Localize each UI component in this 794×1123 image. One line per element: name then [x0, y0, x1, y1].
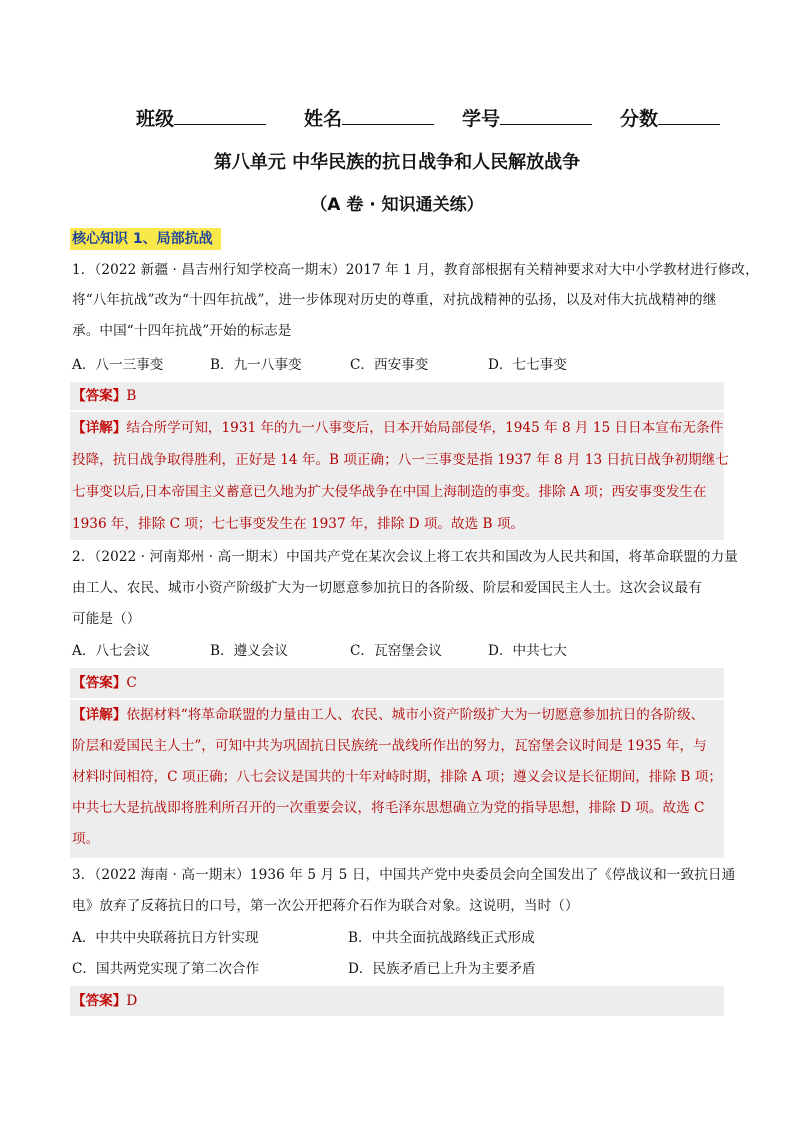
answer-label: 【答案】 — [72, 993, 127, 1009]
student-id-blank[interactable] — [500, 104, 592, 125]
q1-answer-box — [70, 382, 724, 410]
answer-value: D — [126, 993, 138, 1009]
q2-detail-line: 中共七大是抗战即将胜利所召开的一次重要会议，将毛泽东思想确立为党的指导思想，排除 D 项。故选 C — [72, 800, 705, 816]
q3-option-a[interactable]: A．中共中央联蒋抗日方针实现 — [72, 930, 259, 946]
q2-option-c[interactable]: C．瓦窑堡会议 — [350, 643, 442, 659]
q1-detail-line: 七事变以后,日本帝国主义蓄意已久地为扩大侵华战争在中国上海制造的事变。排除 A 项；西安事变发生在 — [72, 484, 707, 500]
q3-answer — [72, 991, 137, 1011]
q1-stem-line: 承。中国“十四年抗战”开始的标志是 — [72, 323, 292, 339]
q1-detail-line: 1936 年，排除 C 项；七七事变发生在 1937 年，排除 D 项。故选 B 项。 — [72, 516, 525, 532]
section-badge: 核心知识 1、局部抗战 — [70, 228, 221, 250]
detail-text: 依据材料“将革命联盟的力量由工人、农民、城市小资产阶级扩大为一切愿意参加抗日的各阶级、 — [126, 707, 705, 723]
q2-detail-line: 材料时间相符，C 项正确；八七会议是国共的十年对峙时期，排除 A 项；遵义会议是长征期间，排除 B 项； — [72, 769, 722, 785]
answer-value: B — [126, 388, 137, 404]
q2-stem-line: 可能是（） — [72, 611, 141, 627]
q3-stem-line: 3．（2022 海南 · 高一期末）1936 年 5 月 5 日，中国共产党中央委员会向全国发出了《停战议和一致抗日通 — [72, 867, 736, 883]
q1-stem-line: 将“八年抗战”改为“十四年抗战”，进一步体现对历史的尊重，对抗战精神的弘扬，以及对伟大抗战精神的继 — [72, 292, 717, 308]
score-blank[interactable] — [658, 104, 720, 125]
unit-title: 第八单元 中华民族的抗日战争和人民解放战争 — [213, 152, 581, 173]
class-label: 班级 — [136, 108, 175, 130]
name-label: 姓名 — [304, 108, 343, 130]
q2-detail-line — [72, 705, 704, 725]
q2-stem-line: 由工人、农民、城市小资产阶级扩大为一切愿意参加抗日的各阶级、阶层和爱国民主人士。这次会议最有 — [72, 580, 702, 596]
q1-stem-line: 1．（2022 新疆 · 昌吉州行知学校高一期末）2017 年 1 月，教育部根据有关精神要求对大中小学教材进行修改， — [72, 262, 759, 278]
q3-option-b[interactable]: B．中共全面抗战路线正式形成 — [348, 930, 535, 946]
detail-label: 【详解】 — [72, 707, 127, 723]
q3-option-d[interactable]: D．民族矛盾已上升为主要矛盾 — [348, 961, 536, 977]
q3-answer-box — [70, 986, 724, 1016]
score-label: 分数 — [620, 108, 659, 130]
q1-option-b[interactable]: B．九一八事变 — [210, 357, 302, 373]
q1-answer — [72, 386, 136, 406]
q2-answer — [72, 673, 137, 693]
detail-text: 结合所学可知，1931 年的九一八事变后，日本开始局部侵华，1945 年 8 月 15 日日本宣布无条件 — [126, 420, 724, 436]
class-blank[interactable] — [174, 104, 266, 125]
q2-answer-box — [70, 668, 724, 698]
class-field — [136, 104, 266, 131]
student-info-header — [136, 104, 736, 132]
student-id-field — [462, 104, 592, 131]
student-id-label: 学号 — [462, 108, 501, 130]
q3-option-c[interactable]: C．国共两党实现了第二次合作 — [72, 961, 260, 977]
q2-option-d[interactable]: D．中共七大 — [488, 643, 567, 659]
unit-subtitle: （A 卷 · 知识通关练） — [310, 195, 484, 215]
q2-detail-line: 项。 — [72, 831, 100, 847]
q2-option-b[interactable]: B．遵义会议 — [210, 643, 288, 659]
detail-label: 【详解】 — [72, 420, 127, 436]
q2-detail-line: 阶层和爱国民主人士”，可知中共为巩固抗日民族统一战线所作出的努力，瓦窑堡会议时间是 1935 年，与 — [72, 738, 707, 754]
answer-label: 【答案】 — [72, 675, 127, 691]
score-field — [620, 104, 720, 131]
q1-option-a[interactable]: A．八一三事变 — [72, 357, 164, 373]
q1-detail-line: 投降，抗日战争取得胜利，正好是 14 年。B 项正确；八一三事变是指 1937 年 8 月 13 日抗日战争初期继七 — [72, 452, 729, 468]
q2-stem-line: 2．（2022 · 河南郑州 · 高一期末）中国共产党在某次会议上将工农共和国改为人民共和国，将革命联盟的力量 — [72, 549, 738, 565]
q1-detail-line — [72, 418, 723, 438]
q2-option-a[interactable]: A．八七会议 — [72, 643, 150, 659]
q1-option-c[interactable]: C．西安事变 — [350, 357, 429, 373]
q3-stem-line: 电》放弃了反蒋抗日的口号，第一次公开把蒋介石作为联合对象。这说明，当时（） — [72, 898, 579, 914]
answer-value: C — [126, 675, 137, 691]
name-blank[interactable] — [342, 104, 434, 125]
q1-option-d[interactable]: D．七七事变 — [488, 357, 567, 373]
answer-label: 【答案】 — [72, 388, 127, 404]
name-field — [304, 104, 434, 131]
